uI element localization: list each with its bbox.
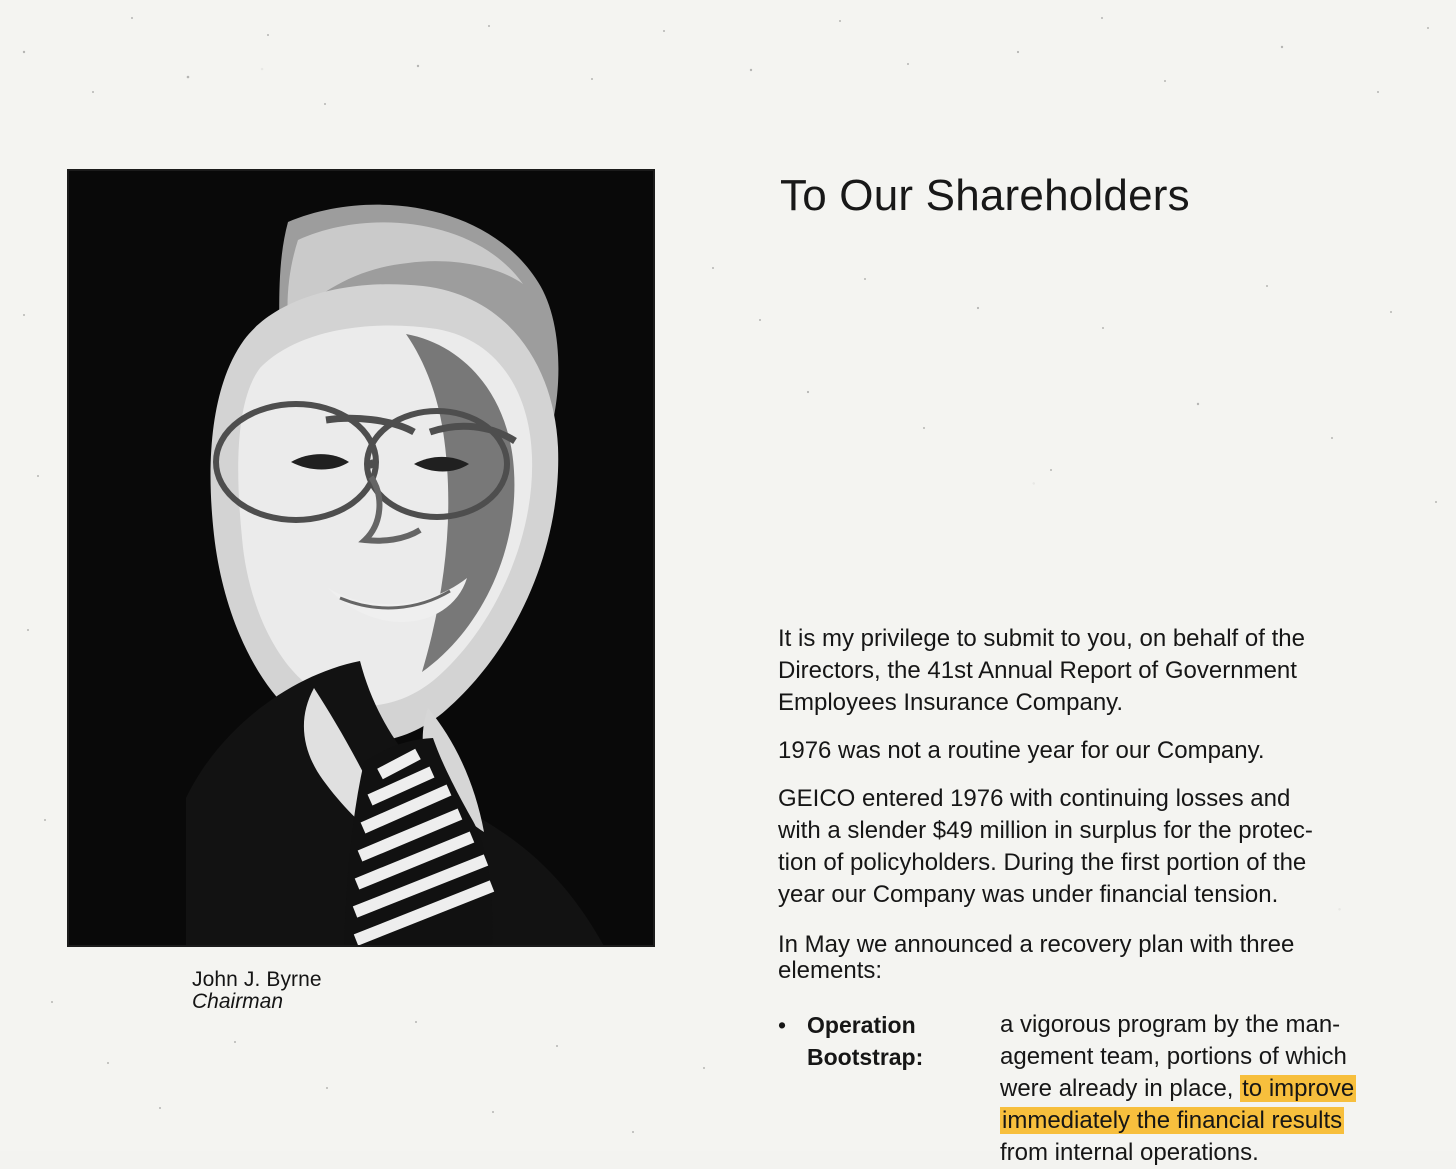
- caption-name: John J. Byrne: [192, 968, 322, 991]
- highlighted-text-2: immediately the financial results: [1002, 1107, 1343, 1134]
- bullet-description: [1000, 1009, 1430, 1169]
- bullet-term-line-1: Operation: [807, 1012, 916, 1038]
- bullet-description-line-2: agement team, portions of which: [1000, 1043, 1347, 1070]
- paragraph-intro-line-2: Directors, the 41st Annual Report of Government: [778, 657, 1297, 684]
- paragraph-intro-line-1: It is my privilege to submit to you, on behalf of the: [778, 625, 1305, 652]
- paragraph-intro-line-3: Employees Insurance Company.: [778, 689, 1124, 716]
- paragraph-losses: [778, 783, 1428, 911]
- caption-role: Chairman: [192, 990, 284, 1013]
- chairman-photo: [68, 170, 654, 946]
- paragraph-losses-line-4: year our Company was under financial tension.: [778, 881, 1279, 908]
- photo-caption: [192, 969, 372, 1013]
- bullet-term-line-2: Bootstrap:: [807, 1044, 924, 1070]
- bullet-description-line-5: from internal operations.: [1000, 1139, 1259, 1166]
- bullet-description-line-4: [1000, 1105, 1430, 1137]
- bullet-item-operation-bootstrap: [778, 1009, 1438, 1166]
- paragraph-routine-year: [778, 735, 1428, 767]
- bullet-description-line-3-start: were already in place,: [1000, 1075, 1241, 1102]
- paragraph-routine-year-line: 1976 was not a routine year for our Company.: [778, 737, 1265, 764]
- portrait-image: [68, 170, 654, 946]
- paragraph-losses-line-3: tion of policyholders. During the first portion of the: [778, 849, 1307, 876]
- highlighted-text-1: to improve: [1242, 1075, 1355, 1102]
- bullet-term: [807, 1009, 923, 1073]
- paragraph-recovery-plan-line-1: In May we announced a recovery plan with three: [778, 931, 1295, 958]
- bullet-description-line-1: a vigorous program by the man-: [1000, 1011, 1341, 1038]
- paragraph-recovery-plan: [778, 932, 1428, 984]
- bullet-dot-icon: •: [778, 1012, 787, 1038]
- paragraph-losses-line-2: with a slender $49 million in surplus for the protec-: [778, 817, 1313, 844]
- page-title: To Our Shareholders: [780, 171, 1190, 220]
- paragraph-intro: [778, 623, 1428, 719]
- paragraph-recovery-plan-line-2: elements:: [778, 957, 883, 984]
- paragraph-losses-line-1: GEICO entered 1976 with continuing losses and: [778, 785, 1291, 812]
- bullet-description-line-3: [1000, 1073, 1430, 1105]
